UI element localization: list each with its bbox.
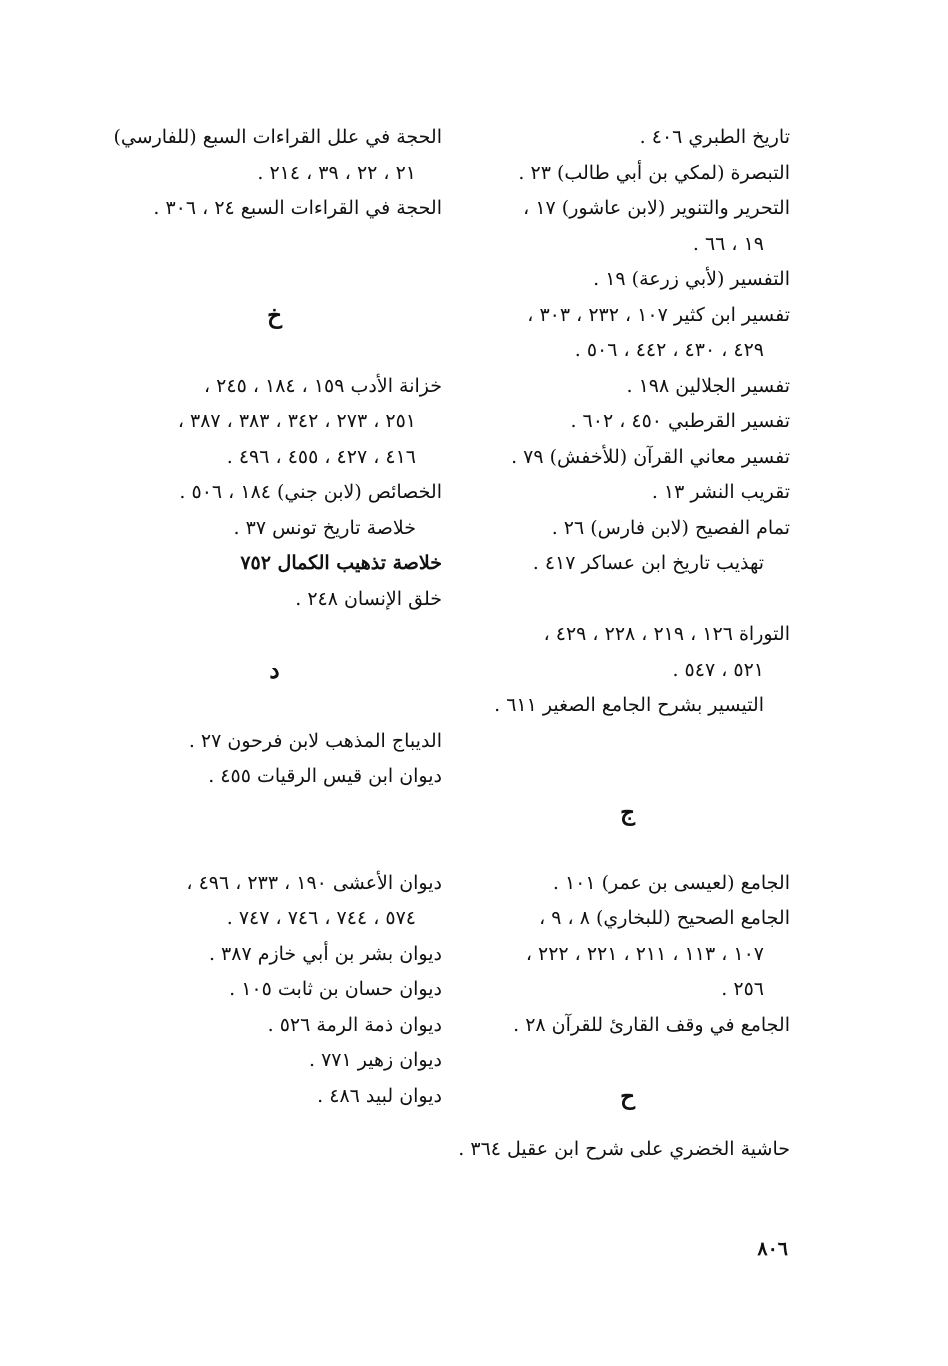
- index-entry: خزانة الأدب ١٥٩ ، ١٨٤ ، ٢٤٥ ،: [203, 374, 442, 397]
- index-entry-continuation: ٤٢٩ ، ٤٣٠ ، ٤٤٢ ، ٥٠٦ .: [574, 339, 764, 361]
- index-entry: التيسير بشرح الجامع الصغير ٦١١ .: [494, 694, 764, 716]
- section-letter-ha: ح: [620, 1082, 635, 1110]
- index-entry-continuation: ٢٥١ ، ٢٧٣ ، ٣٤٢ ، ٣٨٣ ، ٣٨٧ ،: [177, 410, 416, 432]
- index-entry: الجامع (لعيسى بن عمر) ١٠١ .: [552, 871, 790, 894]
- index-entry: ديوان حسان بن ثابت ١٠٥ .: [229, 978, 442, 1000]
- index-entry: تفسير ابن كثير ١٠٧ ، ٢٣٢ ، ٣٠٣ ،: [527, 303, 790, 326]
- index-entry-continuation: ١٠٧ ، ١١٣ ، ٢١١ ، ٢٢١ ، ٢٢٢ ،: [525, 942, 764, 965]
- right-column: [458, 120, 790, 1168]
- section-letter-dal: د: [269, 656, 280, 684]
- index-entry: التبصرة (لمكي بن أبي طالب) ٢٣ .: [518, 161, 790, 184]
- index-entry-continuation: ٢١ ، ٢٢ ، ٣٩ ، ٢١٤ .: [257, 161, 416, 184]
- index-entry: حاشية الخضري على شرح ابن عقيل ٣٦٤ .: [458, 1138, 790, 1160]
- index-entry: ديوان ذمة الرمة ٥٢٦ .: [267, 1013, 442, 1036]
- index-entry: التفسير (لأبي زرعة) ١٩ .: [593, 268, 790, 290]
- index-entry: خلق الإنسان ٢٤٨ .: [295, 587, 442, 610]
- index-entry: التحرير والتنوير (لابن عاشور) ١٧ ،: [523, 197, 790, 219]
- index-entry-continuation: ٥٢١ ، ٥٤٧ .: [672, 658, 764, 681]
- index-entry: خلاصة تذهيب الكمال ٧٥٢: [240, 552, 442, 574]
- index-entry: تفسير القرطبي ٤٥٠ ، ٦٠٢ .: [570, 410, 790, 432]
- index-entry: الحجة في علل القراءات السبع (للفارسي): [113, 126, 442, 148]
- section-letter-kha: خ: [267, 301, 282, 329]
- index-entry: ديوان الأعشى ١٩٠ ، ٢٣٣ ، ٤٩٦ ،: [186, 871, 442, 894]
- index-entry-continuation: ١٩ ، ٦٦ .: [692, 232, 764, 255]
- index-entry: الجامع في وقف القارئ للقرآن ٢٨ .: [513, 1013, 790, 1036]
- section-letter-jim: ج: [620, 798, 635, 826]
- index-entry: ديوان زهير ٧٧١ .: [308, 1049, 442, 1071]
- index-entry: تقريب النشر ١٣ .: [651, 481, 790, 503]
- index-entry: تمام الفصيح (لابن فارس) ٢٦ .: [551, 516, 790, 539]
- index-entry: تهذيب تاريخ ابن عساكر ٤١٧ .: [532, 552, 764, 574]
- index-entry: ديوان بشر بن أبي خازم ٣٨٧ .: [208, 942, 442, 965]
- index-entry: الديباج المذهب لابن فرحون ٢٧ .: [188, 729, 442, 752]
- index-entry: التوراة ١٢٦ ، ٢١٩ ، ٢٢٨ ، ٤٢٩ ،: [543, 623, 790, 645]
- index-entry: الحجة في القراءات السبع ٢٤ ، ٣٠٦ .: [153, 197, 442, 219]
- page-number: ٨٠٦: [757, 1238, 788, 1260]
- index-entry: ديوان لبيد ٤٨٦ .: [317, 1084, 442, 1107]
- index-entry-continuation: ٥٧٤ ، ٧٤٤ ، ٧٤٦ ، ٧٤٧ .: [226, 907, 416, 929]
- index-entry-continuation: ٤١٦ ، ٤٢٧ ، ٤٥٥ ، ٤٩٦ .: [226, 445, 416, 468]
- index-entry: تفسير معاني القرآن (للأخفش) ٧٩ .: [511, 445, 790, 468]
- index-entry: تاريخ الطبري ٤٠٦ .: [639, 126, 790, 148]
- index-entry: تفسير الجلالين ١٩٨ .: [626, 374, 790, 397]
- index-entry-continuation: ٢٥٦ .: [721, 978, 764, 1000]
- index-entry: خلاصة تاريخ تونس ٣٧ .: [233, 516, 416, 539]
- index-entry: ديوان ابن قيس الرقيات ٤٥٥ .: [208, 765, 442, 787]
- index-entry: الخصائص (لابن جني) ١٨٤ ، ٥٠٦ .: [179, 481, 442, 503]
- index-entry: الجامع الصحيح (للبخاري) ٨ ، ٩ ،: [539, 907, 790, 929]
- left-column: [107, 120, 442, 1114]
